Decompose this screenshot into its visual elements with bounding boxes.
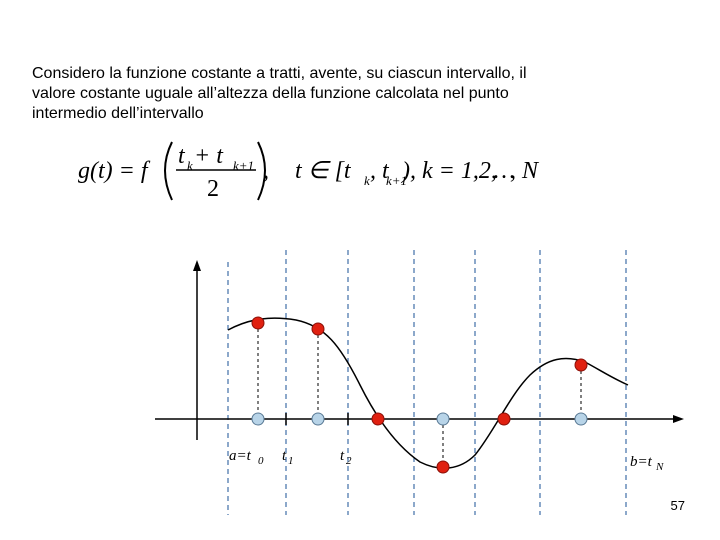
label-t1-sub: 1 xyxy=(288,455,294,467)
dashed-grid xyxy=(228,250,626,515)
label-b: b=t xyxy=(630,454,652,470)
label-a: a=t xyxy=(229,448,251,464)
formula-ellipsis: … xyxy=(492,158,516,184)
formula-membership: t ∈ [t xyxy=(295,158,351,184)
sample-point-6 xyxy=(575,359,587,371)
node-point-1 xyxy=(252,413,264,425)
formula-comma: , xyxy=(263,158,269,184)
slide-number: 57 xyxy=(670,498,685,513)
formula xyxy=(78,142,540,202)
sample-points xyxy=(252,317,587,473)
formula-num-plus-t: + t xyxy=(194,143,223,169)
sample-point-3 xyxy=(372,413,384,425)
label-t1: t xyxy=(282,448,287,464)
formula-left-paren xyxy=(165,142,172,200)
label-a-sub: 0 xyxy=(258,455,264,467)
function-curve xyxy=(228,318,628,468)
intro-line-2: valore costante uguale all’altezza della funzione calcolata nel punto xyxy=(32,85,509,102)
axes xyxy=(155,260,684,440)
formula-mem-close: ), k = 1,2, xyxy=(402,158,497,184)
formula-lhs: g(t) = f xyxy=(78,158,148,184)
formula-tail: , N xyxy=(510,158,539,184)
sample-point-5 xyxy=(498,413,510,425)
sample-point-1 xyxy=(252,317,264,329)
formula-mem-sub-k1: k+1 xyxy=(386,173,408,188)
y-axis-arrow xyxy=(193,260,201,271)
formula-mem-sep: , t xyxy=(370,158,389,184)
sample-point-2 xyxy=(312,323,324,335)
formula-num-t: t xyxy=(178,143,185,169)
label-t2: t xyxy=(340,448,345,464)
intro-line-3: intermedio dell’intervallo xyxy=(32,105,204,122)
label-b-sub: N xyxy=(656,461,664,473)
label-t2-sub: 2 xyxy=(346,455,352,467)
intro-line-1: Considero la funzione costante a tratti, avente, su ciascun intervallo, il xyxy=(32,65,527,82)
formula-denominator: 2 xyxy=(207,176,219,202)
node-point-2 xyxy=(312,413,324,425)
x-axis-arrow xyxy=(673,415,684,423)
formula-num-sub-k1: k+1 xyxy=(233,158,255,173)
drop-lines xyxy=(258,323,581,467)
node-point-3 xyxy=(437,413,449,425)
formula-mem-sub-k: k xyxy=(364,173,370,188)
node-point-4 xyxy=(575,413,587,425)
sample-point-4 xyxy=(437,461,449,473)
formula-num-sub-k: k xyxy=(187,158,193,173)
